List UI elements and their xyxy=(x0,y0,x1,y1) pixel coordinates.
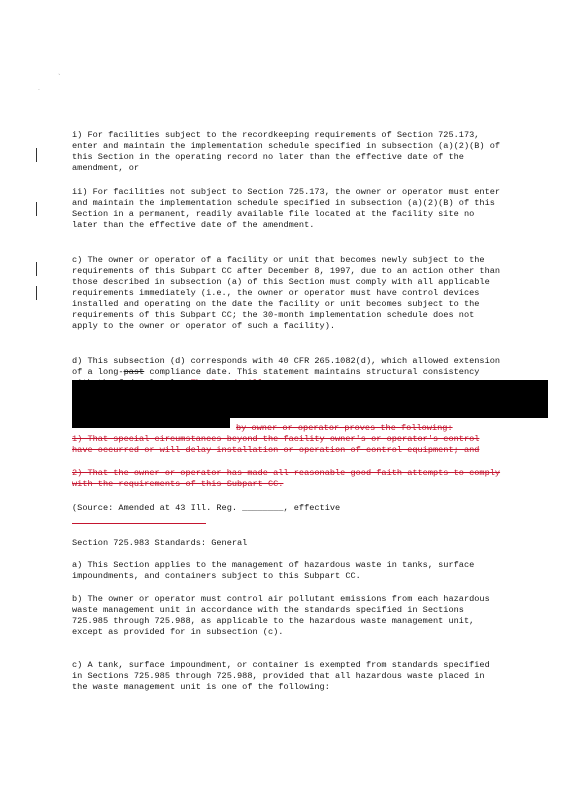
struck-text: past xyxy=(123,367,145,377)
revision-item-1: 1) That special circumstances beyond the facility owner's or operator's control have occurred or will delay installation or operation of control equipment; and xyxy=(72,434,480,455)
section-heading: Section 725.983 Standards: General xyxy=(72,538,248,548)
revision-text: by owner or operator proves the following: xyxy=(236,423,453,433)
source-note: (Source: Amended at 43 Ill. Reg. ________, effective xyxy=(72,503,341,513)
paragraph-c: c) The owner or operator of a facility or unit that becomes newly subject to the requirements of this Subpart CC after December 8, 1997, due to an action other than those described in subsection (a) of this Section must comply with all applicable requirements immediately (i.e., the owner or operator must have control devices installed and operating on the date the facility or unit becomes subject to the requirements of this Subpart CC; the 30-month implementation schedule does not apply to the owner or operator of such a facility). xyxy=(72,255,501,331)
paragraph-d-text: compliance date. This statement maintains structural consistency xyxy=(149,367,480,377)
subsection-a: a) This Section applies to the management of hazardous waste in tanks, surface impoundments, and containers subject to this Subpart CC. xyxy=(72,560,475,581)
change-bar xyxy=(36,148,37,162)
subsection-b: b) The owner or operator must control air pollutant emissions from each hazardous waste management unit in accordance with the standards specified in Sections 725.985 through 725.988, as applicable to the hazardous waste management unit, except as provided for in subsection (c). xyxy=(72,594,490,637)
change-bar xyxy=(36,262,37,276)
paragraph-i: i) For facilities subject to the recordkeeping requirements of Section 725.173, enter and maintain the implementation schedule specified in subsection (a)(2)(B) of this Section in the operating record no later than the effective date of the amendment, or xyxy=(72,130,501,173)
revision-item-2: 2) That the owner or operator has made all reasonable good faith attempts to comply with the requirements of this Subpart CC. xyxy=(72,468,501,489)
change-bar xyxy=(36,202,37,216)
paragraph-d-text: d) This subsection (d) corresponds with 40 CFR 265.1082(d), which allowed extension of a long- xyxy=(72,356,501,377)
scan-speck: . xyxy=(38,85,40,92)
redaction-block xyxy=(72,418,230,428)
change-bar xyxy=(36,286,37,300)
paragraph-ii: ii) For facilities not subject to Section 725.173, the owner or operator must enter and maintain the implementation schedule specified in subsection (a)(2)(B) of this Section in a permanent, readily available file located at the facility site no later than the effective date of the amendment. xyxy=(72,187,501,230)
scan-speck: ` xyxy=(58,74,61,81)
revision-underline xyxy=(72,523,206,524)
redaction-block xyxy=(72,380,548,418)
subsection-c: c) A tank, surface impoundment, or container is exempted from standards specified in Sections 725.985 through 725.988, provided that all hazardous waste placed in the waste management unit is one of the following: xyxy=(72,660,490,692)
